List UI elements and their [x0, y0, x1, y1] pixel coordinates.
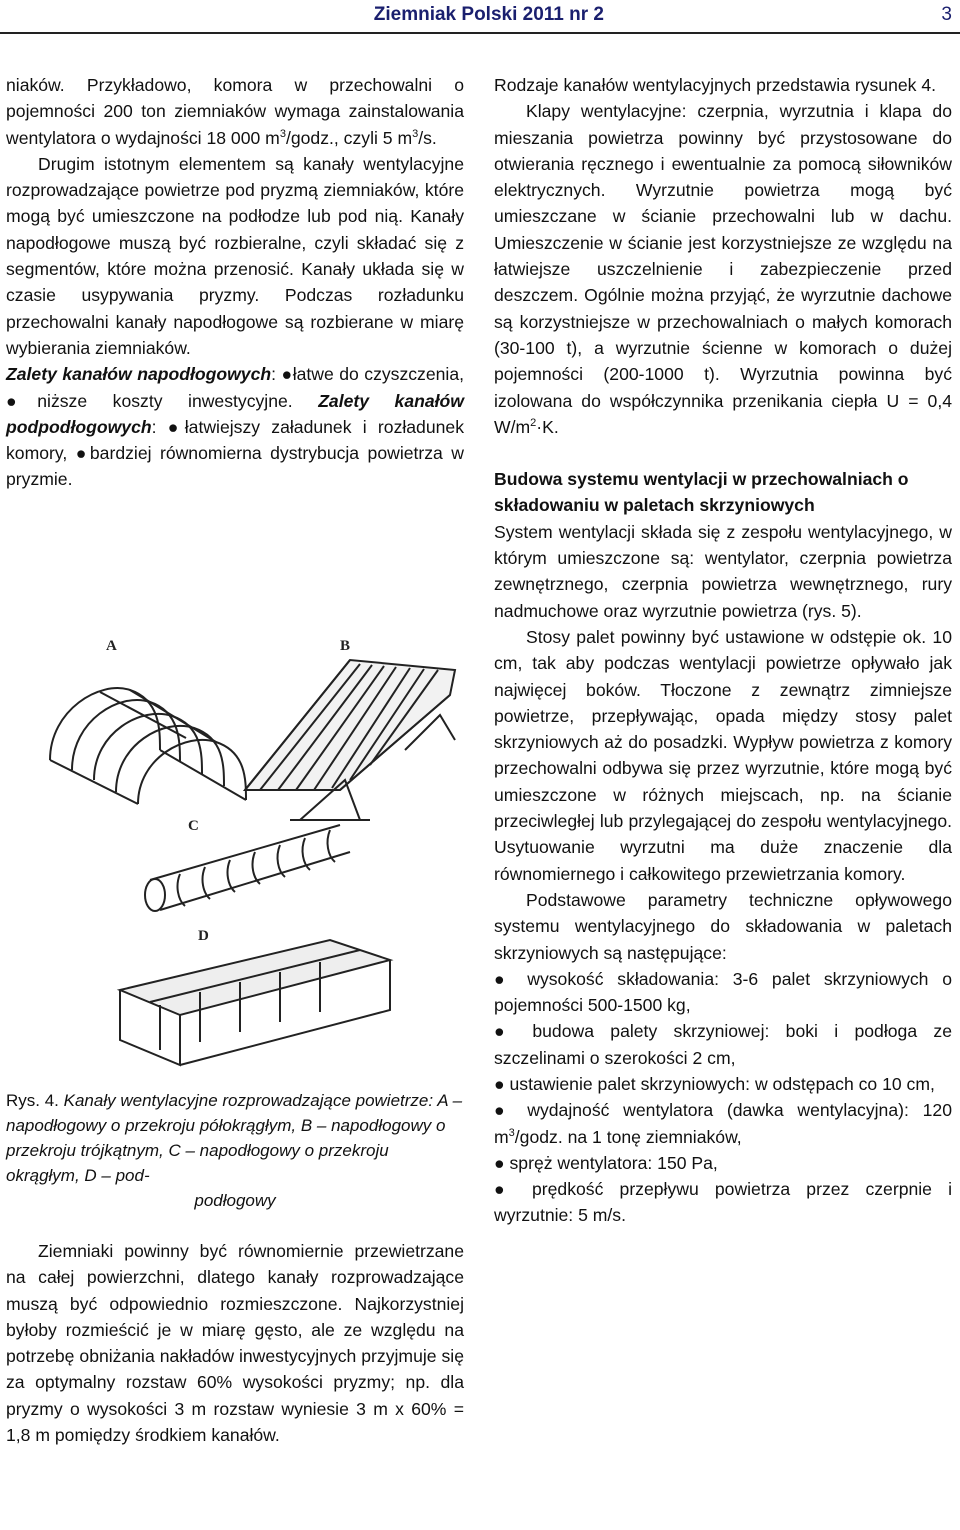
page-number: 3 — [941, 4, 952, 25]
list-item: ● budowa palety skrzyniowej: boki i podłoga ze szczelinami o szerokości 2 cm, — [494, 1021, 952, 1068]
paragraph: Stosy palet powinny być ustawione w odstępie ok. 10 cm, tak aby podczas wentylacji powietrze opływało jak najwięcej boków. Tłoczone z zewnątrz zimniejsze powietrze, przepływając, opada między stosy palet skrzyniowych aż do posadzki. Wypływ powietrza z komory przechowalni odbywa się przez wyrzutnie, które mogą być umieszczone w różnych miejscach, np. na ścianie przeciwległej lub przylegającej do zespołu wentylacyjnego. Usytuowanie wyrzutni ma duże znaczenie dla równomiernego i całkowitego przewietrzania komory. — [494, 626, 952, 884]
figure-label-d: D — [198, 928, 209, 944]
paragraph: niaków. Przykładowo, komora w przechowalni o pojemności 200 ton ziemniaków wymaga zainstalowania wentylatora o wydajności 18 000 $m^3$/godz., czyli 5 $m^3/s$. — [6, 75, 464, 148]
duct-c-drawing — [145, 825, 350, 911]
figure-label-b: B — [340, 638, 351, 654]
figure-label-a: A — [106, 638, 117, 654]
paragraph: Ziemniaki powinny być równomiernie przewietrzane na całej powierzchni, dlatego kanały rozprowadzające muszą być odpowiednio rozmieszczone. Najkorzystniej byłoby rozmieścić je w miarę gęsto, ale ze względu na potrzebę obniżania nakładów inwestycyjnych przyjmuje się za optymalny rozstaw 60% wysokości pryzmy; np. dla pryzmy o wysokości 3 m rozstaw wyniesie 3 m x 60% = 1,8 m pomiędzy środkiem kanałów. — [6, 1241, 464, 1446]
paragraph: System wentylacji składa się z zespołu wentylacyjnego, w którym umieszczone są: wentylator, czerpnia powietrza zewnętrznego, czerpnia powietrza wewnętrznego, rury nadmuchowe oraz wyrzutnie powietrza (rys. 5). — [494, 521, 952, 621]
left-column-top — [6, 72, 464, 493]
paragraph-advantages: Zalety kanałów napodłogowych: ●łatwe do czyszczenia, ●niższe koszty inwestycyjne. Zalety kanałów podpodłogowych: ●łatwiejszy załadunek i rozładunek komory, ●bardziej równomierna dystrybucja powietrza w pryzmie. — [6, 364, 464, 490]
figure-ventilation-ducts — [10, 620, 480, 1100]
list-item: ● ustawienie palet skrzyniowych: w odstępach co 10 cm, — [494, 1073, 935, 1094]
list-item: ● prędkość przepływu powietrza przez czerpnie i wyrzutnie: 5 m/s. — [494, 1179, 952, 1226]
figure-caption: Rys. 4. Kanały wentylacyjne rozprowadzające powietrze: A – napodłogowy o przekroju półokrągłym, B – napodłogowy o przekroju trójkątnym, C – napodłogowy o przekroju okrągłym, D – pod- podłogowy — [6, 1091, 463, 1210]
journal-title: Ziemniak Polski 2011 nr 2 — [373, 4, 604, 25]
running-header — [0, 0, 960, 36]
list-item: ● spręż wentylatora: 150 Pa, — [494, 1152, 718, 1173]
paragraph: Klapy wentylacyjne: czerpnia, wyrzutnia i klapa do mieszania powietrza powinny być przystosowane do otwierania ręcznego i ewentualnie za pomocą siłowników elektrycznych. Wyrzutnie powietrza mogą być umieszczane w ścianie przechowalni lub w dachu. Umieszczenie w ścianie jest korzystniejsze ze względu na łatwiejsze uszczelnienie i zabezpieczenie przed deszczem. Ogólnie można przyjąć, że wyrzutnie dachowe są korzystniejsze w przechowalniach o małych komorach (30-100 t), a wyrzutnie ścienne w komorach o dużej pojemności (200-1000 t). Wyrzutnia powinna być izolowana do współczynnika przenikania ciepła U = 0,4 $W/m^2\cdot K$. — [494, 101, 952, 437]
header-rule — [0, 32, 960, 34]
duct-d-drawing — [120, 940, 390, 1065]
paragraph: Podstawowe parametry techniczne opływowego systemu wentylacyjnego do składowania w paletach skrzyniowych są następujące: — [494, 889, 952, 963]
left-column-bottom — [6, 1238, 464, 1448]
duct-a-drawing — [50, 688, 246, 804]
duct-b-drawing — [245, 660, 455, 820]
paragraph: Rodzaje kanałów wentylacyjnych przedstawia rysunek 4. — [494, 75, 937, 95]
paragraph: Drugim istotnym elementem są kanały wentylacyjne rozprowadzające powietrze pod pryzmą ziemniaków, które mogą być umieszczone na podłodze lub pod nią. Kanały napodłogowe muszą być rozbieralne, czyli składać się z segmentów, które można przenosić. Kanały układa się w czasie usypywania pryzmy. Podczas rozładunku przechowalni kanały napodłogowe są rozbierane w miarę wybierania ziemniaków. — [6, 153, 464, 358]
right-column — [494, 72, 952, 1229]
list-item: ● wydajność wentylatora (dawka wentylacyjna): 120 $m^3$/godz. na 1 tonę ziemniaków, — [494, 1100, 952, 1147]
list-item: ● wysokość składowania: 3-6 palet skrzyniowych o pojemności 500-1500 kg, — [494, 968, 952, 1016]
figure-label-c: C — [188, 818, 199, 834]
section-title: Budowa systemu wentylacji w przechowalniach o składowaniu w paletach skrzyniowych — [494, 469, 909, 516]
